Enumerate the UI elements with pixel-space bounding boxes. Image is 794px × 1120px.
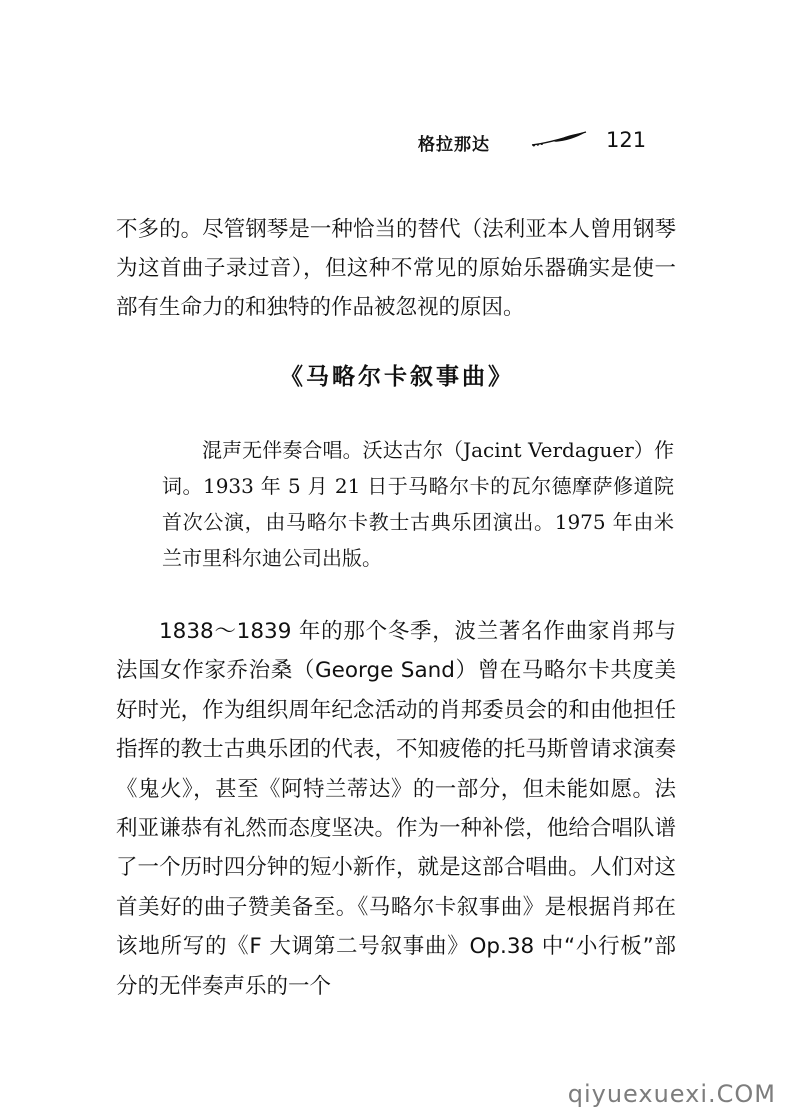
page-number: 121 [606, 128, 647, 152]
section-heading: 《马略尔卡叙事曲》 [280, 363, 514, 390]
body-paragraph-2: 1838～1839 年的那个冬季，波兰著名作曲家肖邦与法国女作家乔治桑（George Sand）曾在马略尔卡共度美好时光，作为组织周年纪念活动的肖邦委员会的和由他担任指挥的教士古典乐团的代表，不知疲倦的托马斯曾请求演奏《鬼火》，甚至《阿特兰蒂达》的一部分，但未能如愿。法利亚谦恭有礼然而态度坚决。作为一种补偿，他给合唱队谱了一个历时四分钟的短小新作，就是这部合唱曲。人们对这首美好的曲子赞美备至。《马略尔卡叙事曲》是根据肖邦在该地所写的《F 大调第二号叙事曲》Op.38 中“小行板”部分的无伴奏声乐的一个 [116, 619, 676, 999]
work-description: 混声无伴奏合唱。沃达古尔（Jacint Verdaguer）作词。1933 年 5 月 21 日于马略尔卡的瓦尔德摩萨修道院首次公演，由马略尔卡教士古典乐团演出。1975 年由米兰市里科尔迪公司出版。 [162, 438, 674, 570]
watermark: qiyuexuexi.COM [567, 1080, 776, 1108]
running-header [0, 128, 794, 158]
body-paragraph-1: 不多的。尽管钢琴是一种恰当的替代（法利亚本人曾用钢琴为这首曲子录过音），但这种不常见的原始乐器确实是使一部有生命力的和独特的作品被忽视的原因。 [116, 217, 676, 320]
quill-ornament-icon [530, 130, 588, 150]
chapter-title: 格拉那达 [418, 135, 490, 155]
